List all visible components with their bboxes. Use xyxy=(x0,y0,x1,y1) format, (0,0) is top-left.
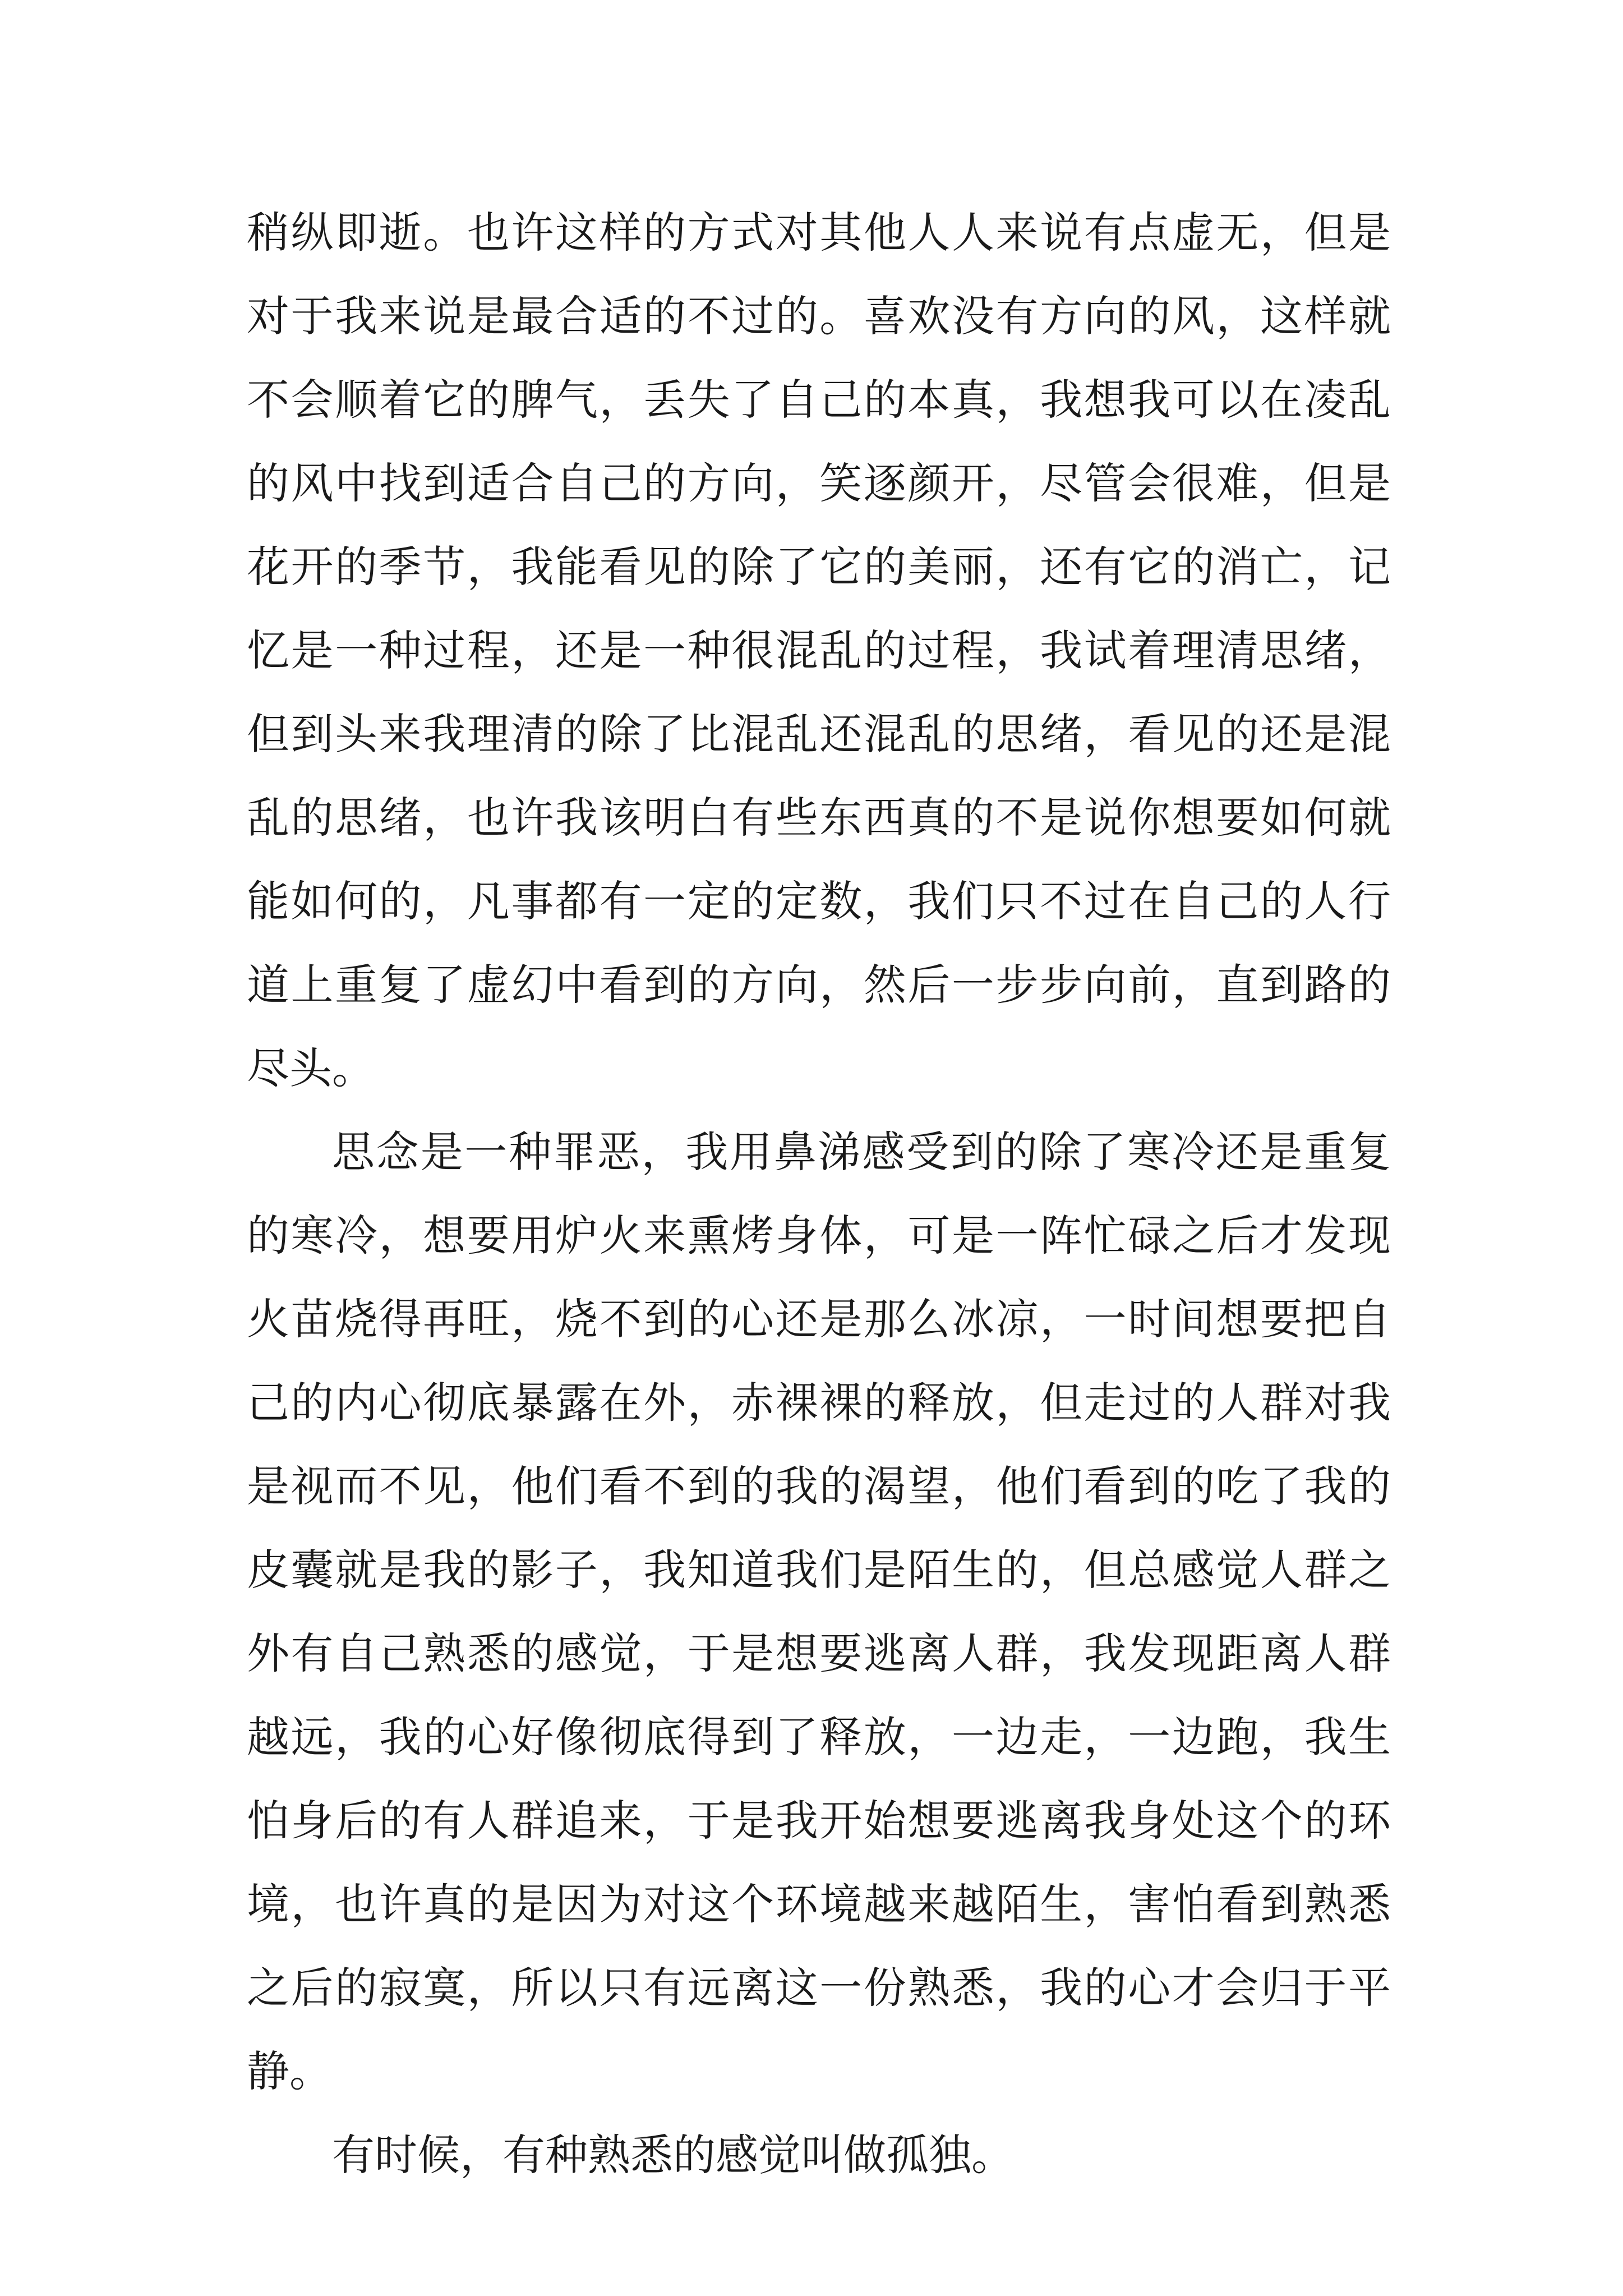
paragraph-continuation: 稍纵即逝。也许这样的方式对其他人人来说有点虚无，但是对于我来说是最合适的不过的。喜欢没有方向的风，这样就不会顺着它的脾气，丢失了自己的本真，我想我可以在凌乱的风中找到适合自己的方向，笑逐颜开，尽管会很难，但是花开的季节，我能看见的除了它的美丽，还有它的消亡，记忆是一种过程，还是一种很混乱的过程，我试着理清思绪，但到头来我理清的除了比混乱还混乱的思绪，看见的还是混乱的思绪，也许我该明白有些东西真的不是说你想要如何就能如何的，凡事都有一定的定数，我们只不过在自己的人行道上重复了虚幻中看到的方向，然后一步步向前，直到路的尽头。 xyxy=(247,208,1391,1093)
paragraph-longing: 思念是一种罪恶，我用鼻涕感受到的除了寒冷还是重复的寒冷，想要用炉火来熏烤身体，可是一阵忙碌之后才发现火苗烧得再旺，烧不到的心还是那么冰凉，一时间想要把自己的内心彻底暴露在外，赤裸裸的释放，但走过的人群对我是视而不见，他们看不到的我的渴望，他们看到的吃了我的皮囊就是我的影子，我知道我们是陌生的，但总感觉人群之外有自己熟悉的感觉，于是想要逃离人群，我发现距离人群越远，我的心好像彻底得到了释放，一边走，一边跑，我生怕身后的有人群追来，于是我开始想要逃离我身处这个的环境，也许真的是因为对这个环境越来越陌生，害怕看到熟悉之后的寂寞，所以只有远离这一份熟悉，我的心才会归于平静。 xyxy=(247,1127,1391,2096)
paragraph-loneliness: 有时候，有种熟悉的感觉叫做孤独。 xyxy=(332,2130,1014,2180)
body-text xyxy=(247,191,1391,2197)
